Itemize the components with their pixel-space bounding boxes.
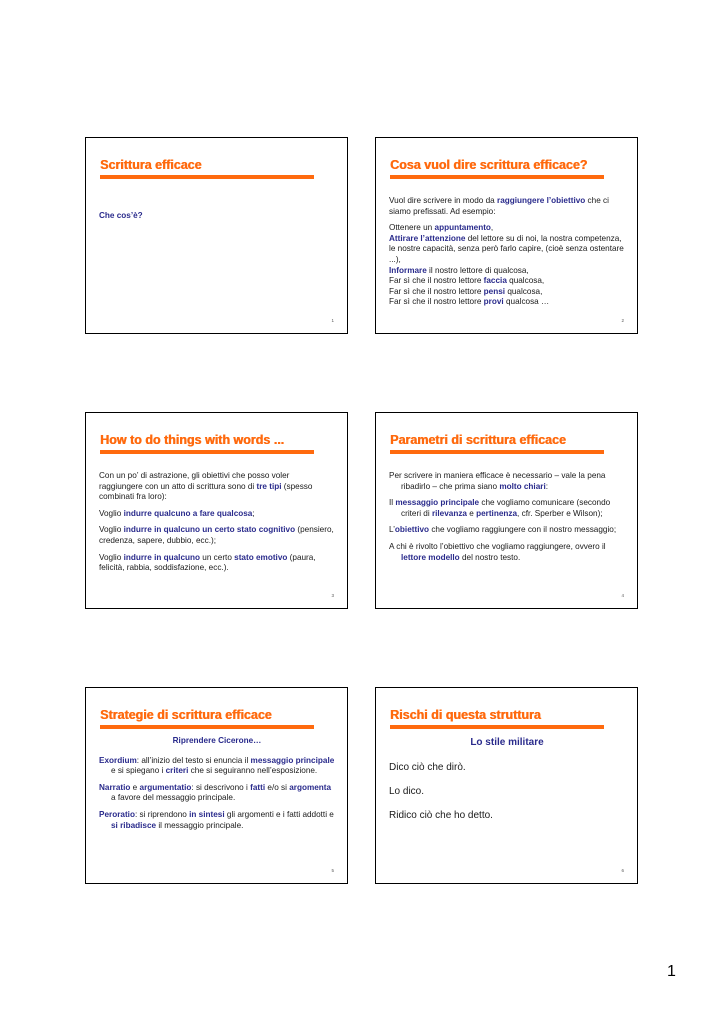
emphasis: pertinenza xyxy=(476,508,518,518)
text: che vogliamo comunicare (secondo criteri di xyxy=(401,498,611,518)
emphasis: molto chiari xyxy=(499,481,546,491)
slide-body xyxy=(389,471,625,569)
text: Far sì che il nostro lettore xyxy=(389,286,484,296)
text: gli argomenti e i fatti addotti e xyxy=(224,809,334,819)
page-number: 1 xyxy=(667,963,676,980)
slide-title: Parametri di scrittura efficace xyxy=(390,433,566,447)
text: Voglio xyxy=(99,552,124,562)
emphasis: Narratio xyxy=(99,782,131,792)
text: e xyxy=(466,508,477,518)
slide-subtitle: Riprendere Cicerone… xyxy=(172,736,262,745)
emphasis: Exordium xyxy=(99,755,137,765)
slide-number: 4 xyxy=(621,593,624,598)
text: ; xyxy=(252,508,255,518)
text: , xyxy=(490,223,494,233)
emphasis: messaggio principale xyxy=(395,498,480,508)
text: del nostro testo. xyxy=(459,552,521,562)
text: : all’inizio del testo si enuncia il xyxy=(136,755,251,765)
slide-title: Strategie di scrittura efficace xyxy=(100,708,272,722)
emphasis: pensi xyxy=(483,286,506,296)
text: Voglio xyxy=(99,508,124,518)
text: il nostro lettore di qualcosa, xyxy=(426,265,529,275)
emphasis: appuntamento xyxy=(434,223,491,233)
emphasis: provi xyxy=(483,297,504,307)
slide-body xyxy=(99,211,335,228)
slide-body xyxy=(99,471,335,580)
text: e/o si xyxy=(265,782,290,792)
emphasis: fatti xyxy=(250,782,266,792)
text: L’ xyxy=(389,525,395,535)
slide-3 xyxy=(85,412,348,609)
slide-number: 6 xyxy=(621,868,624,873)
text: Vuol dire scrivere in modo da xyxy=(389,196,498,205)
text: che ci siamo prefissati. Ad esempio: xyxy=(389,196,609,216)
text: (paura, felicità, rabbia, soddisfazione, ecc.). xyxy=(99,552,316,573)
text: Far sì che il nostro lettore xyxy=(389,276,484,286)
text: il messaggio principale. xyxy=(156,820,244,830)
emphasis: indurre in qualcuno xyxy=(123,552,201,562)
text: Voglio xyxy=(99,525,124,535)
text: e xyxy=(130,782,140,792)
text: Il xyxy=(389,498,396,508)
list-item: Ridico ciò che ho detto. xyxy=(389,810,493,821)
emphasis: messaggio principale xyxy=(250,755,335,765)
slide-5 xyxy=(85,687,348,884)
emphasis: argomenta xyxy=(289,782,332,792)
emphasis: in sintesi xyxy=(189,809,225,819)
emphasis: rilevanza xyxy=(431,508,467,518)
slide-number: 2 xyxy=(621,318,624,323)
text: , cfr. Sperber e Wilson); xyxy=(517,508,603,518)
slide-title: Scrittura efficace xyxy=(100,158,202,172)
title-underline xyxy=(390,175,604,179)
text: che vogliamo raggiungere con il nostro messaggio; xyxy=(429,525,617,535)
emphasis: argumentatio xyxy=(139,782,192,792)
text: qualcosa, xyxy=(506,276,545,286)
slide-number: 1 xyxy=(331,318,334,323)
slide-number: 5 xyxy=(331,868,334,873)
slide-body xyxy=(99,736,335,837)
text: (pensiero, credenza, sapere, dubbio, ecc.); xyxy=(99,525,334,545)
emphasis: indurre qualcuno a fare qualcosa xyxy=(123,508,253,518)
slide-6 xyxy=(375,687,638,884)
emphasis: faccia xyxy=(483,276,507,286)
text: qualcosa … xyxy=(503,297,550,307)
emphasis: si ribadisce xyxy=(111,820,157,830)
text: (spesso combinati fra loro): xyxy=(99,481,313,502)
emphasis: Attirare l’attenzione xyxy=(389,233,466,243)
emphasis: obiettivo xyxy=(394,525,430,535)
slide-title: Cosa vuol dire scrittura efficace? xyxy=(390,158,588,172)
emphasis: Informare xyxy=(389,265,427,275)
text: A chi è rivolto l’obiettivo che vogliamo raggiungere, ovvero il xyxy=(389,541,606,551)
title-underline xyxy=(390,450,604,454)
text: e si spiegano i xyxy=(111,766,166,776)
text: : si riprendono xyxy=(134,809,190,819)
slide-title: Rischi di questa struttura xyxy=(390,708,541,722)
title-underline xyxy=(390,725,604,729)
text: Ottenere un xyxy=(389,223,435,233)
slide-body xyxy=(389,736,625,828)
question-text: Che cos’è? xyxy=(99,211,143,220)
text: Far sì che il nostro lettore xyxy=(389,297,484,307)
slide-subtitle: Lo stile militare xyxy=(470,737,544,748)
emphasis: indurre in qualcuno un certo stato cognitivo xyxy=(123,525,296,535)
title-underline xyxy=(100,175,314,179)
emphasis: lettore modello xyxy=(401,552,460,562)
emphasis: criteri xyxy=(165,766,189,776)
list-item: Dico ciò che dirò. xyxy=(389,762,466,773)
emphasis: Peroratio xyxy=(99,809,135,819)
text: Per scrivere in maniera efficace è necessario – vale la pena ribadirlo – che prima siano xyxy=(389,471,606,491)
slide-2 xyxy=(375,137,638,334)
text: : si descrivono i xyxy=(191,782,251,792)
slide-title: How to do things with words ... xyxy=(100,433,285,447)
slide-4 xyxy=(375,412,638,609)
slide-1 xyxy=(85,137,348,334)
emphasis: stato emotivo xyxy=(234,552,288,562)
emphasis: tre tipi xyxy=(256,481,282,491)
list-item: Lo dico. xyxy=(389,786,425,797)
text: : xyxy=(545,481,548,491)
text: che si seguiranno nell’esposizione. xyxy=(188,766,318,776)
text: un certo xyxy=(200,552,235,562)
title-underline xyxy=(100,450,314,454)
slide-body xyxy=(389,196,625,308)
text: del lettore su di noi, la nostra competenza, le nostre capacità, senza però farlo capire, (cioè senza ostentare ...), xyxy=(389,233,624,264)
text: a favore del messaggio principale. xyxy=(111,793,236,803)
text: Con un po’ di astrazione, gli obiettivi che posso voler raggiungere con un atto di scrittura sono di xyxy=(99,471,290,491)
emphasis: raggiungere l’obiettivo xyxy=(497,196,586,205)
title-underline xyxy=(100,725,314,729)
slide-number: 3 xyxy=(331,593,334,598)
text: qualcosa, xyxy=(505,286,543,296)
